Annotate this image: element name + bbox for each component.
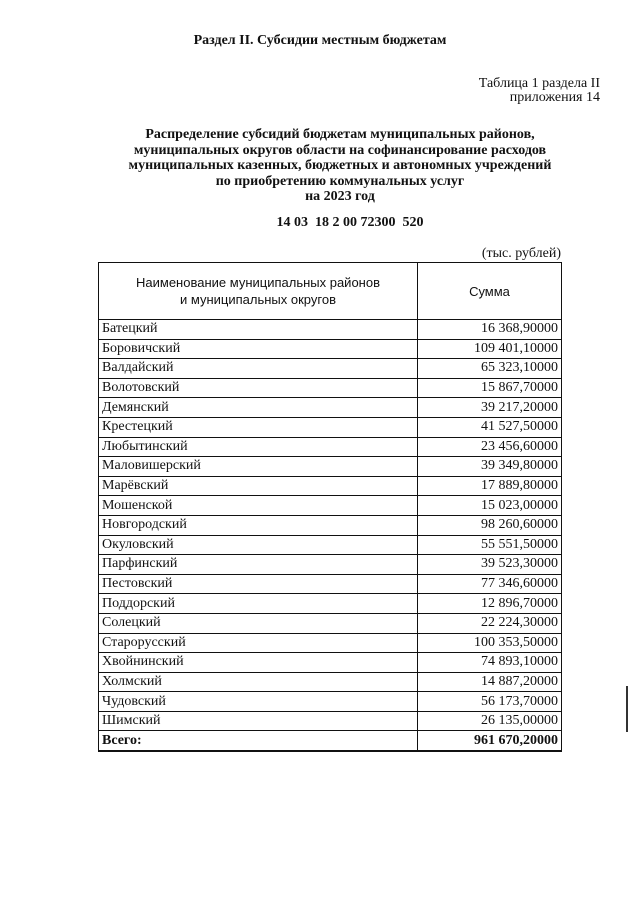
district-sum: 16 368,90000 xyxy=(418,320,562,340)
district-name: Батецкий xyxy=(99,320,418,340)
table-reference-line1: Таблица 1 раздела II xyxy=(478,76,600,91)
district-sum: 23 456,60000 xyxy=(418,437,562,457)
district-name: Старорусский xyxy=(99,633,418,653)
table-row xyxy=(99,339,562,359)
table-row xyxy=(99,711,562,731)
heading-line: муниципальных округов области на софинансирование расходов xyxy=(133,142,547,158)
table-reference xyxy=(479,77,600,105)
table-header-row xyxy=(99,263,562,320)
district-name: Хвойнинский xyxy=(99,653,418,673)
district-name: Марёвский xyxy=(99,476,418,496)
table-row xyxy=(99,457,562,477)
table-row xyxy=(99,417,562,437)
heading-line: Распределение субсидий бюджетам муниципальных районов, xyxy=(145,127,535,142)
header-sum: Сумма xyxy=(418,263,562,320)
document-heading xyxy=(40,127,640,205)
header-name-line1: Наименование муниципальных районов xyxy=(136,275,380,290)
table-row xyxy=(99,398,562,418)
district-sum: 17 889,80000 xyxy=(418,476,562,496)
table-row xyxy=(99,437,562,457)
district-name: Маловишерский xyxy=(99,457,418,477)
total-sum: 961 670,20000 xyxy=(418,731,562,751)
district-name: Демянский xyxy=(99,398,418,418)
district-sum: 100 353,50000 xyxy=(418,633,562,653)
table-body xyxy=(99,320,562,752)
table-reference-line2: приложения 14 xyxy=(509,90,600,105)
district-sum: 74 893,10000 xyxy=(418,653,562,673)
heading-line: по приобретению коммунальных услуг xyxy=(215,173,465,189)
scan-mark xyxy=(626,686,628,732)
district-name: Чудовский xyxy=(99,692,418,712)
table-row xyxy=(99,515,562,535)
district-sum: 98 260,60000 xyxy=(418,515,562,535)
district-sum: 22 224,30000 xyxy=(418,613,562,633)
district-sum: 12 896,70000 xyxy=(418,594,562,614)
heading-line: муниципальных казенных, бюджетных и автономных учреждений xyxy=(128,158,552,173)
table-row xyxy=(99,535,562,555)
district-name: Шимский xyxy=(99,711,418,731)
table-row xyxy=(99,672,562,692)
district-name: Пестовский xyxy=(99,574,418,594)
table-row xyxy=(99,496,562,516)
district-sum: 56 173,70000 xyxy=(418,692,562,712)
district-name: Солецкий xyxy=(99,613,418,633)
district-sum: 14 887,20000 xyxy=(418,672,562,692)
district-name: Волотовский xyxy=(99,378,418,398)
district-sum: 77 346,60000 xyxy=(418,574,562,594)
table-row xyxy=(99,653,562,673)
district-name: Мошенской xyxy=(99,496,418,516)
table-row xyxy=(99,692,562,712)
district-sum: 15 023,00000 xyxy=(418,496,562,516)
district-sum: 55 551,50000 xyxy=(418,535,562,555)
table-row xyxy=(99,594,562,614)
district-sum: 39 523,30000 xyxy=(418,555,562,575)
table-row xyxy=(99,320,562,340)
district-name: Поддорский xyxy=(99,594,418,614)
district-name: Крестецкий xyxy=(99,417,418,437)
total-row xyxy=(99,731,562,751)
section-title: Раздел II. Субсидии местным бюджетам xyxy=(193,33,447,48)
total-label: Всего: xyxy=(99,731,418,751)
district-sum: 65 323,10000 xyxy=(418,359,562,379)
table-row xyxy=(99,633,562,653)
district-name: Парфинский xyxy=(99,555,418,575)
subsidy-table xyxy=(98,262,562,752)
district-sum: 41 527,50000 xyxy=(418,417,562,437)
district-sum: 39 217,20000 xyxy=(418,398,562,418)
budget-code: 14 03 18 2 00 72300 520 xyxy=(276,215,424,230)
district-name: Холмский xyxy=(99,672,418,692)
table-row xyxy=(99,613,562,633)
district-sum: 109 401,10000 xyxy=(418,339,562,359)
heading-line: на 2023 год xyxy=(305,189,375,204)
header-name-line2: и муниципальных округов xyxy=(180,292,336,307)
district-name: Валдайский xyxy=(99,359,418,379)
unit-label: (тыс. рублей) xyxy=(481,246,561,261)
district-name: Любытинский xyxy=(99,437,418,457)
table-row xyxy=(99,359,562,379)
table-row xyxy=(99,555,562,575)
table-row xyxy=(99,476,562,496)
district-sum: 26 135,00000 xyxy=(418,711,562,731)
table-row xyxy=(99,378,562,398)
district-sum: 15 867,70000 xyxy=(418,378,562,398)
district-name: Новгородский xyxy=(99,515,418,535)
table-row xyxy=(99,574,562,594)
district-name: Боровичский xyxy=(99,339,418,359)
district-name: Окуловский xyxy=(99,535,418,555)
header-name xyxy=(99,263,418,320)
district-sum: 39 349,80000 xyxy=(418,457,562,477)
